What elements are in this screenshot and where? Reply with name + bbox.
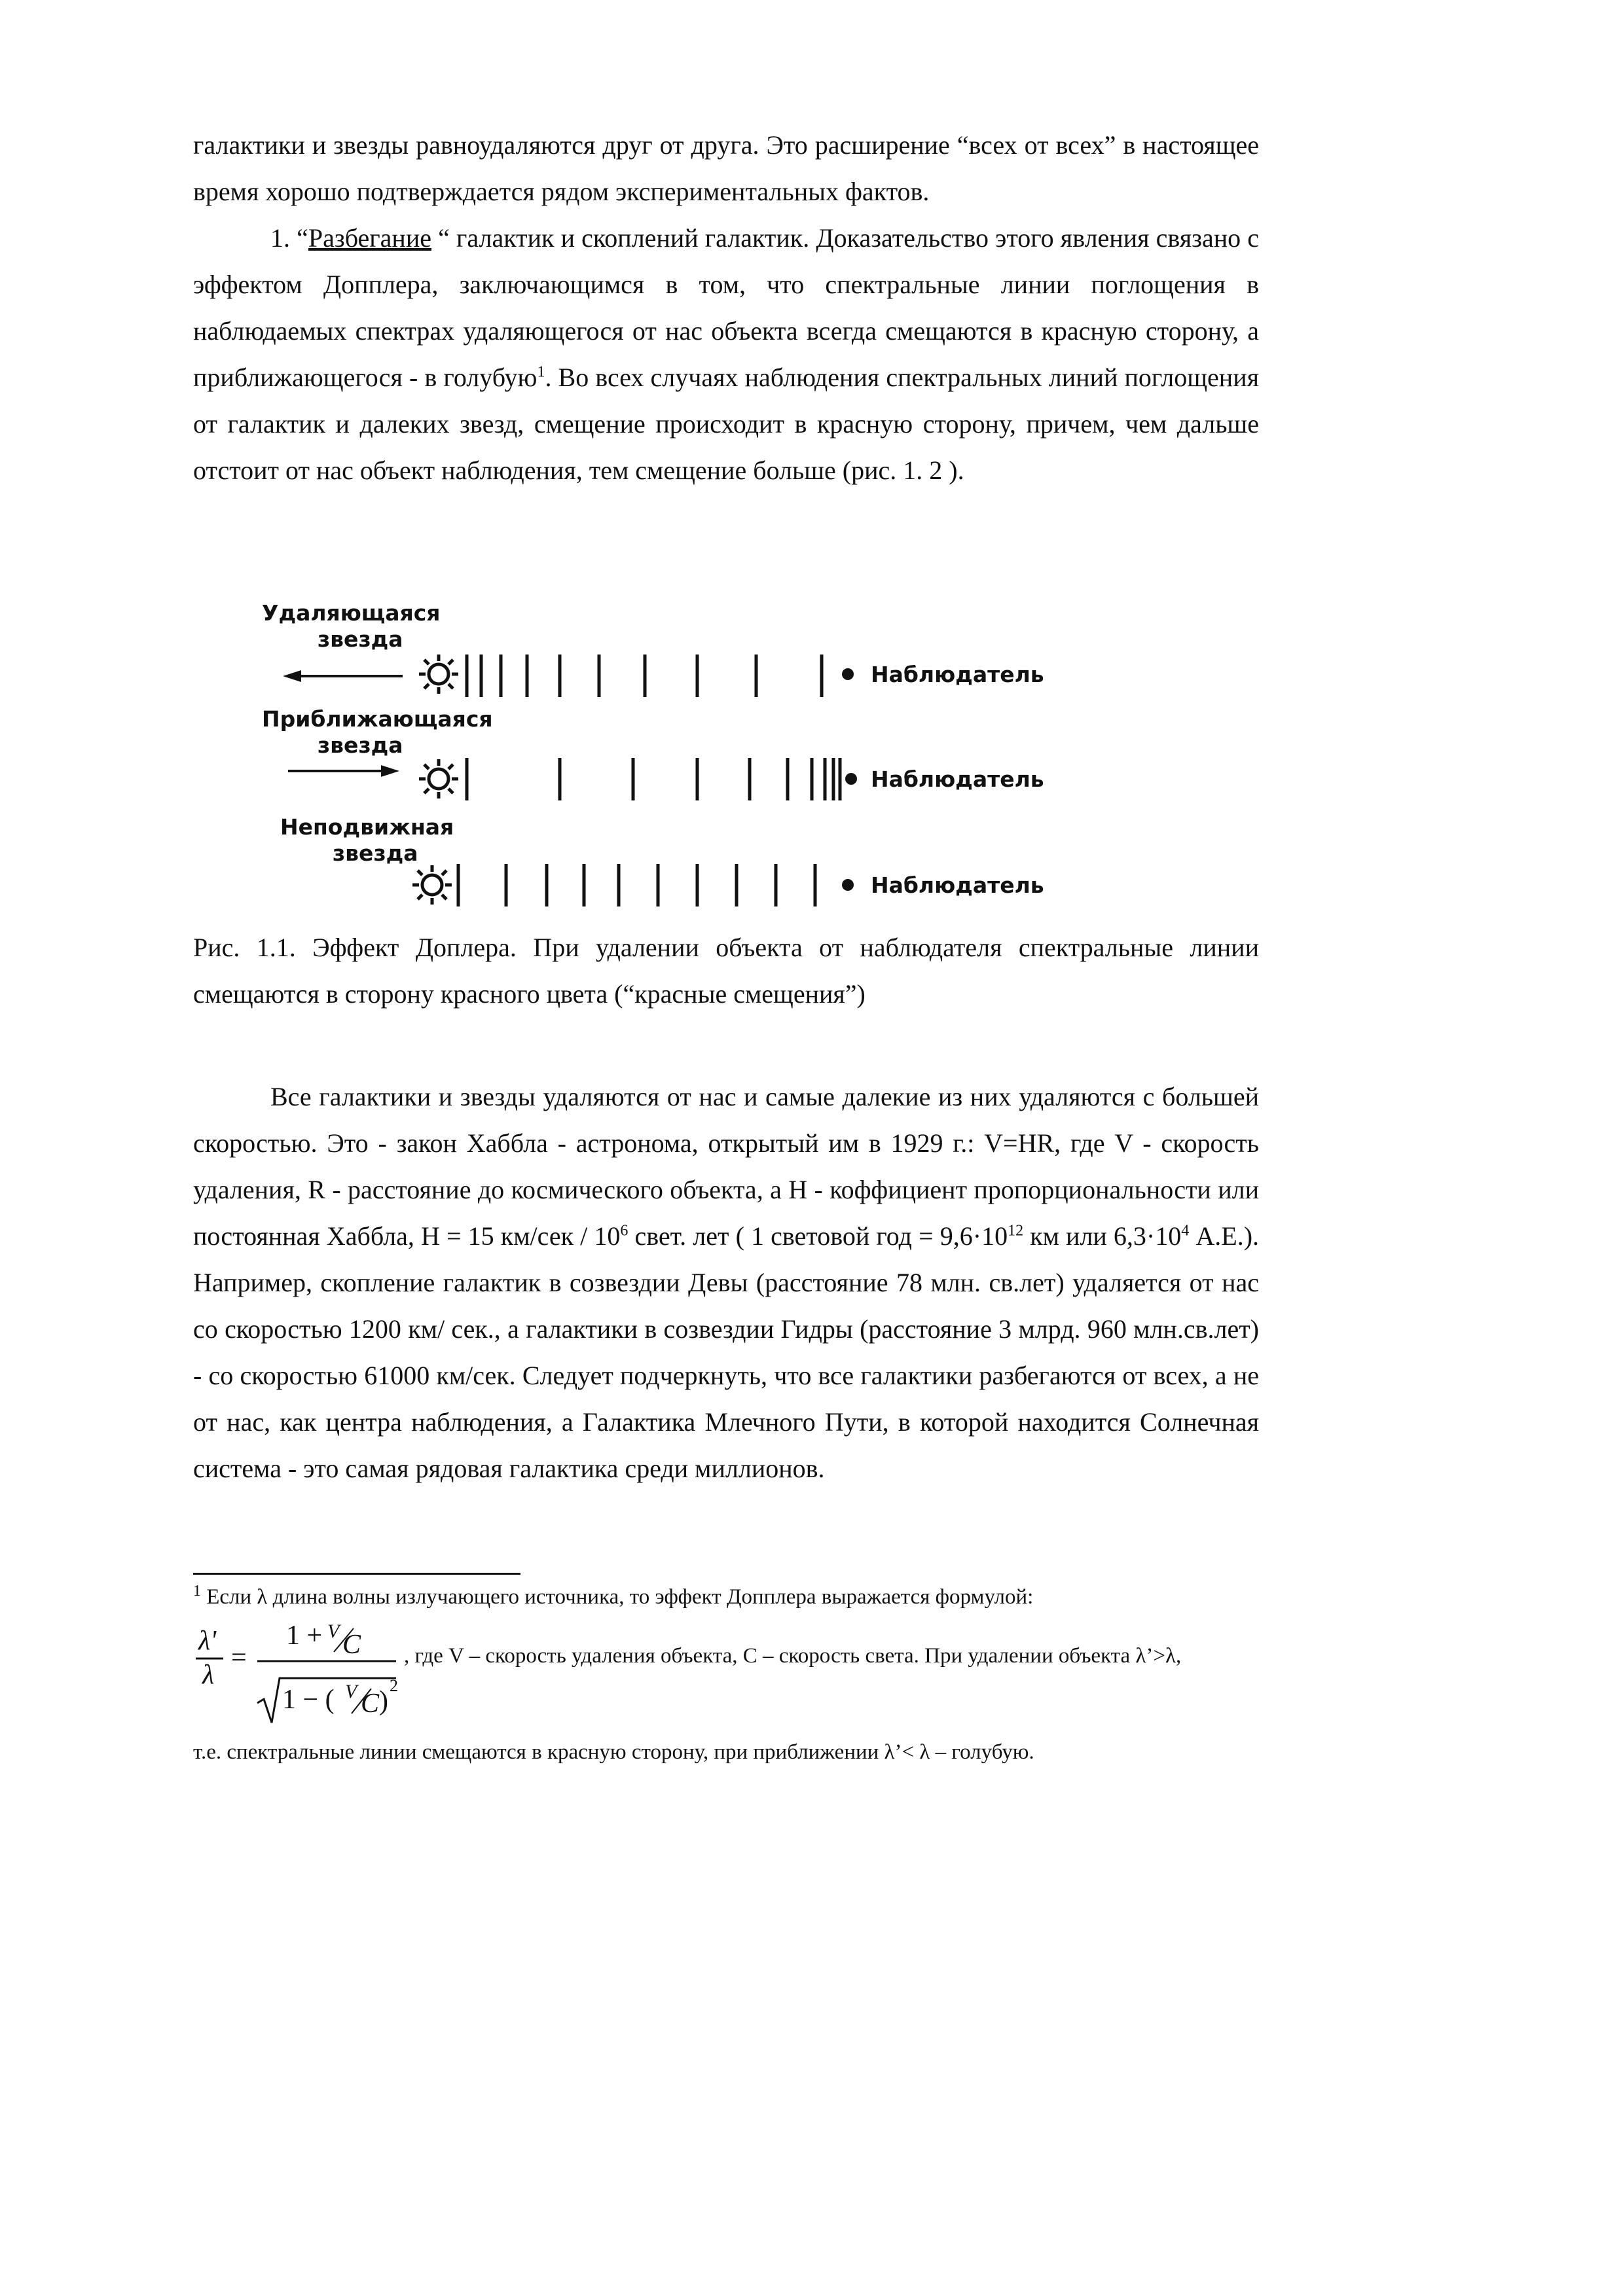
paragraph-top (193, 122, 1259, 215)
doppler-diagram-svg (249, 589, 1270, 916)
footnote-line1 (193, 1583, 1280, 1611)
spectral-lines-stationary (458, 864, 815, 906)
observer-dot-icon (842, 668, 854, 680)
figure-caption (193, 924, 1259, 1017)
paragraph-redshift-text-b: . Во всех случаях наблюдения спектральных линий поглощения от галактик и далеких звезд, смещение происходит в красную сторону, причем, чем дальше отстоит от нас объект наблюдения, тем смещение больше (рис. 1. 2 ). (193, 363, 1259, 485)
arrow-right-icon (288, 765, 399, 777)
formula-explanation: , где V – скорость удаления объекта, С – скорость света. При удалении объекта λ’>λ, (404, 1644, 1182, 1668)
row1-label-line1: Удаляющаяся (262, 600, 441, 626)
formula-equals: = (231, 1643, 247, 1673)
paragraph-hubble-text-b: свет. лет ( 1 световой год = 9,6·10 (628, 1221, 1008, 1251)
formula-den-one-minus: 1 − ( (282, 1685, 335, 1715)
formula-exponent: 2 (390, 1676, 398, 1695)
formula-svg (193, 1618, 409, 1729)
paragraph-top-text: галактики и звезды равноудаляются друг от друга. Это расширение “всех от всех” в настоящее время хорошо подтверждается рядом экспериментальных фактов. (193, 130, 1259, 206)
formula-lhs-denominator: λ (202, 1660, 215, 1690)
doppler-formula (193, 1618, 1280, 1729)
footnote-line3: т.е. спектральные линии смещаются в красную сторону, при приближении λ’< λ – голубую. (193, 1740, 1034, 1764)
paragraph-hubble-text-d: А.Е.). Например, скопление галактик в созвездии Девы (расстояние 78 млн. св.лет) удаляется от нас со скоростью 1200 км/ сек., а галактики в созвездии Гидры (расстояние 3 млрд. 960 млн.св.лет) - со скоростью 61000 км/сек. Следует подчеркнуть, что все галактики разбегаются от всех, а не от нас, как центра наблюдения, а Галактика Млечного Пути, в которой находится Солнечная система - это самая рядовая галактика среди миллионов. (193, 1221, 1260, 1483)
formula-lhs-numerator: λ' (198, 1626, 217, 1656)
figure-caption-text: Рис. 1.1. Эффект Доплера. При удалении объекта от наблюдателя спектральные линии смещаются в сторону красного цвета (“красные смещения”) (193, 933, 1259, 1009)
row2-observer-label: Наблюдатель (871, 766, 1044, 792)
row3-label-line1: Неподвижная (280, 814, 454, 840)
paragraph-hubble (193, 1073, 1259, 1492)
paragraph-hubble-text-a: Все галактики и звезды удаляются от нас и самые далекие из них удаляются с большей скоростью. Это - закон Хаббла - астронома, открытый им в 1929 г.: V=HR, где V - скорость удаления, R - расстояние до космического объекта, а Н - коффициент пропорциональности или постоянная Хаббла, Н = 15 км/сек / 10 (193, 1082, 1259, 1251)
formula-num-v: V (327, 1621, 340, 1642)
doppler-diagram (249, 589, 1270, 916)
spectral-lines-receding (467, 655, 822, 697)
row3-observer-label: Наблюдатель (871, 872, 1044, 898)
row2-label-line2: звезда (318, 732, 403, 758)
spectral-lines-approaching (467, 758, 840, 800)
row3-label-line2: звезда (333, 840, 418, 866)
footnote-marker: 1 (193, 1583, 201, 1600)
exponent: 12 (1008, 1222, 1024, 1240)
formula-num-one-plus: 1 + (286, 1621, 323, 1651)
arrow-left-icon (283, 670, 403, 682)
observer-dot-icon (842, 879, 854, 891)
formula-den-v: V (345, 1681, 357, 1702)
exponent: 4 (1181, 1222, 1190, 1240)
row2-label-line1: Приближающаяся (262, 706, 493, 732)
star-icon (412, 865, 452, 905)
paragraph-hubble-text-c: км или 6,3·10 (1023, 1221, 1182, 1251)
formula-close-paren: ) (379, 1686, 388, 1716)
footnote-reference[interactable]: 1 (537, 363, 545, 381)
underlined-term: Разбегание (308, 223, 431, 253)
item-number: 1. “ (270, 223, 308, 253)
formula-num-c: C (342, 1630, 361, 1660)
formula-den-c: C (361, 1689, 380, 1719)
paragraph-redshift-text-a: “ галактик и скоплений галактик. Доказательство этого явления связано с эффектом Допплера, заключающимся в том, что спектральные линии поглощения в наблюдаемых спектрах удаляющегося от нас объекта всегда смещаются в красную сторону, а приближающегося - в голубую (193, 223, 1259, 392)
footnote-separator (193, 1573, 520, 1575)
star-icon (419, 655, 458, 694)
row1-observer-label: Наблюдатель (871, 662, 1044, 687)
exponent: 6 (620, 1222, 629, 1240)
paragraph-redshift (193, 215, 1259, 493)
row1-label-line2: звезда (318, 626, 403, 652)
star-icon (419, 759, 458, 798)
footnote-line1-text: Если λ длина волны излучающего источника, то эффект Допплера выражается формулой: (201, 1585, 1034, 1609)
observer-dot-icon (845, 773, 857, 785)
